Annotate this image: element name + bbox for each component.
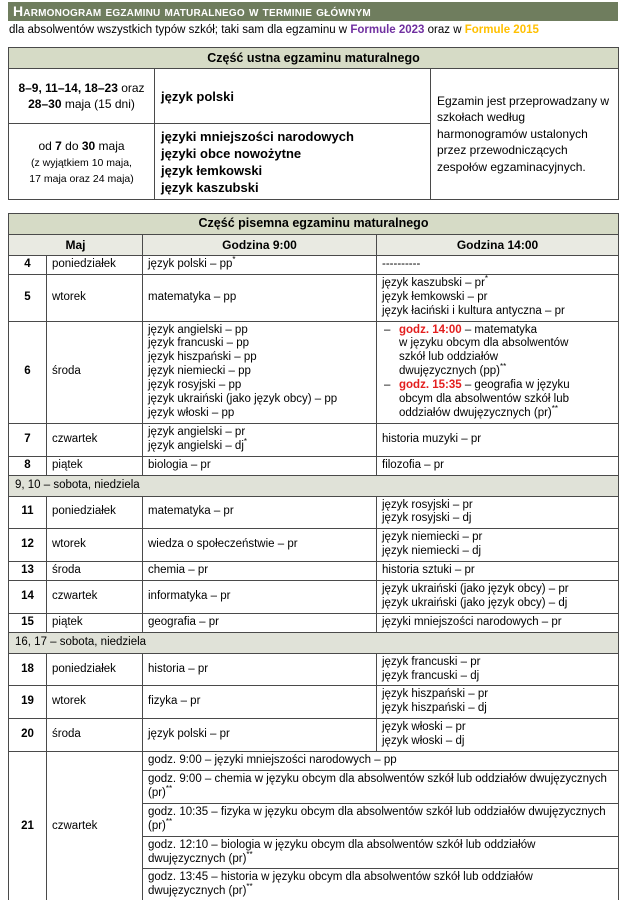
text-line: język włoski – pp — [148, 406, 235, 419]
cell-2pm — [377, 719, 619, 752]
text-line: od 7 do 30 maja — [38, 138, 125, 153]
text-line: język polski – pr — [148, 728, 230, 741]
text-line: język angielski – dj* — [148, 436, 248, 452]
text-line: 17 maja oraz 24 maja) — [29, 172, 134, 185]
text-line: język ukraiński (jako język obcy) – dj — [382, 596, 568, 609]
weekday-name: środa — [47, 321, 143, 423]
timed-entry — [143, 752, 619, 771]
text-line: język niemiecki – pr — [382, 531, 483, 544]
cell-9am — [143, 686, 377, 719]
text-line: historia sztuki – pr — [382, 564, 475, 577]
text-line: szkół lub oddziałów — [399, 351, 499, 364]
cell-9am — [143, 496, 377, 529]
day-row-11 — [9, 496, 619, 529]
day-number: 8 — [9, 456, 47, 475]
timed-entry — [143, 836, 619, 869]
text-line: – godz. 14:00 – matematyka — [384, 323, 538, 336]
weekend-row — [9, 475, 619, 496]
day-number: 6 — [9, 321, 47, 423]
oral-dates-2 — [9, 124, 155, 200]
cell-9am — [143, 321, 377, 423]
weekday-name: poniedziałek — [47, 496, 143, 529]
day-row-7 — [9, 423, 619, 456]
day-row-13 — [9, 562, 619, 581]
text-line: język włoski – pr — [382, 721, 466, 734]
text-line: język rosyjski – pp — [148, 379, 242, 392]
timed-entry — [143, 869, 619, 900]
cell-9am — [143, 719, 377, 752]
cell-9am — [143, 255, 377, 274]
day-number: 19 — [9, 686, 47, 719]
written-section-title: Część pisemna egzaminu maturalnego — [9, 214, 619, 235]
day-number: 14 — [9, 581, 47, 614]
day-row-15 — [9, 613, 619, 632]
weekday-name: wtorek — [47, 686, 143, 719]
text-line: matematyka – pp — [148, 290, 237, 303]
day-number: 4 — [9, 255, 47, 274]
text-line: wiedza o społeczeństwie – pr — [148, 538, 298, 551]
text-line: godz. 12:10 – biologia w języku obcym dla absolwentów szkół lub oddziałów dwujęzycznych (pr)** — [148, 838, 536, 865]
day-row-20 — [9, 719, 619, 752]
text-line: – godz. 15:35 – geografia w języku — [384, 379, 570, 392]
cell-9am — [143, 529, 377, 562]
weekend-label: 9, 10 – sobota, niedziela — [9, 475, 619, 496]
cell-2pm — [377, 255, 619, 274]
text-line: język kaszubski – pr* — [382, 273, 489, 289]
cell-2pm — [377, 562, 619, 581]
text-line: Egzamin jest przeprowadzany w szkołach według harmonogramów ustalonych przez przewodniczących zespołów egzaminacyjnych. — [437, 93, 610, 174]
cell-9am — [143, 274, 377, 321]
text-line: język francuski – dj — [382, 669, 480, 682]
text-line: biologia – pr — [148, 458, 211, 471]
column-header-month: Maj — [9, 234, 143, 255]
cell-2pm — [377, 496, 619, 529]
text-line: język rosyjski – pr — [382, 498, 473, 511]
text-line: (z wyjątkiem 10 maja, — [31, 156, 132, 169]
text-line: język kaszubski — [161, 179, 259, 195]
day-number: 12 — [9, 529, 47, 562]
day-number: 15 — [9, 613, 47, 632]
text-line: obcym dla absolwentów szkół lub — [399, 393, 570, 406]
cell-2pm — [377, 653, 619, 686]
page-title: Harmonogram egzaminu maturalnego w terminie głównym — [8, 2, 618, 21]
weekday-name: wtorek — [47, 274, 143, 321]
oral-section-title: Część ustna egzaminu maturalnego — [9, 48, 619, 69]
text-line: w języku obcym dla absolwentów — [399, 337, 569, 350]
day-number: 21 — [9, 752, 47, 900]
cell-2pm — [377, 274, 619, 321]
timed-entry — [143, 803, 619, 836]
cell-9am — [143, 456, 377, 475]
day-row-19 — [9, 686, 619, 719]
day-row-5 — [9, 274, 619, 321]
day-row-14 — [9, 581, 619, 614]
text-line: język hiszpański – pp — [148, 351, 257, 364]
formula-2023-label: Formule 2023 — [350, 24, 425, 36]
oral-subjects-1 — [155, 69, 431, 124]
day-number: 11 — [9, 496, 47, 529]
cell-9am — [143, 423, 377, 456]
text-line: godz. 9:00 – języki mniejszości narodowych – pp — [148, 754, 397, 767]
timed-entry — [143, 771, 619, 804]
written-exam-table — [8, 213, 619, 900]
day-number: 20 — [9, 719, 47, 752]
text-line: geografia – pr — [148, 615, 219, 628]
text-line: język hiszpański – dj — [382, 702, 487, 715]
day-row-12 — [9, 529, 619, 562]
subtitle-prefix: dla absolwentów wszystkich typów szkół; taki sam dla egzaminu w — [9, 24, 351, 36]
day-row-8 — [9, 456, 619, 475]
text-line: język łemkowski – pr — [382, 290, 488, 303]
oral-table-header-row — [9, 48, 619, 69]
day-number: 18 — [9, 653, 47, 686]
column-header-9: Godzina 9:00 — [143, 234, 377, 255]
day-number: 5 — [9, 274, 47, 321]
oral-exam-table — [8, 47, 619, 200]
weekday-name: wtorek — [47, 529, 143, 562]
text-line: języki obce nowożytne — [161, 145, 302, 161]
text-line: godz. 13:45 – historia w języku obcym dla absolwentów szkół lub oddziałów dwujęzycznych (pr)** — [148, 871, 533, 898]
cell-2pm — [377, 529, 619, 562]
subtitle-middle: oraz w — [424, 24, 465, 36]
day-row-4 — [9, 255, 619, 274]
text-line: 28–30 maja (15 dni) — [28, 97, 135, 111]
text-line: oddziałów dwujęzycznych (pr)** — [399, 404, 558, 419]
text-line: język łemkowski — [161, 162, 263, 178]
oral-dates-1 — [9, 69, 155, 124]
text-line: język angielski – pp — [148, 323, 248, 336]
weekday-name: czwartek — [47, 581, 143, 614]
page-subtitle — [8, 21, 618, 38]
text-line: matematyka – pr — [148, 505, 234, 518]
cell-2pm — [377, 581, 619, 614]
text-line: język łaciński i kultura antyczna – pr — [382, 304, 565, 317]
text-line: historia – pr — [148, 662, 209, 675]
dash-marker: – — [384, 323, 391, 336]
text-line: język niemiecki – pp — [148, 365, 251, 378]
text-line: język polski – pp* — [148, 255, 236, 270]
text-line: informatyka – pr — [148, 589, 231, 602]
text-line: chemia – pr — [148, 564, 209, 577]
weekday-name: piątek — [47, 456, 143, 475]
weekend-label: 16, 17 – sobota, niedziela — [9, 632, 619, 653]
text-line: 8–9, 11–14, 18–23 oraz — [18, 81, 145, 95]
text-line: język hiszpański – pr — [382, 688, 489, 701]
text-line: język włoski – dj — [382, 735, 465, 748]
text-line: język francuski – pr — [382, 655, 481, 668]
cell-9am — [143, 581, 377, 614]
day-row-18 — [9, 653, 619, 686]
cell-9am — [143, 653, 377, 686]
weekend-row — [9, 632, 619, 653]
day-number: 13 — [9, 562, 47, 581]
weekday-name: poniedziałek — [47, 653, 143, 686]
text-line: języki mniejszości narodowych — [161, 128, 354, 144]
text-line: język ukraiński (jako język obcy) – pr — [382, 583, 569, 596]
day-row-21-entry-1 — [9, 752, 619, 771]
text-line: język rosyjski – dj — [382, 512, 472, 525]
oral-row-1 — [9, 69, 619, 124]
text-line: język polski — [161, 88, 234, 104]
cell-2pm — [377, 456, 619, 475]
cell-2pm — [377, 321, 619, 423]
formula-2015-label: Formule 2015 — [464, 24, 539, 36]
day-row-6 — [9, 321, 619, 423]
cell-9am — [143, 562, 377, 581]
text-line: język ukraiński (jako język obcy) – pp — [148, 393, 338, 406]
cell-2pm — [377, 613, 619, 632]
text-line: języki mniejszości narodowych – pr — [382, 615, 562, 628]
text-line: godz. 10:35 – fizyka w języku obcym dla absolwentów szkół lub oddziałów dwujęzycznych (pr)** — [148, 805, 606, 832]
text-line: filozofia – pr — [382, 458, 445, 471]
weekday-name: środa — [47, 719, 143, 752]
cell-9am — [143, 613, 377, 632]
text-line: ---------- — [382, 257, 421, 270]
written-table-body — [9, 255, 619, 900]
weekday-name: środa — [47, 562, 143, 581]
weekday-name: piątek — [47, 613, 143, 632]
text-line: godz. 9:00 – chemia w języku obcym dla absolwentów szkół lub oddziałów dwujęzycznych (pr)** — [148, 773, 607, 799]
cell-2pm — [377, 423, 619, 456]
text-line: język francuski – pp — [148, 337, 249, 350]
text-line: dwujęzycznych (pp)** — [399, 362, 507, 378]
oral-subjects-2 — [155, 124, 431, 200]
weekday-name: czwartek — [47, 423, 143, 456]
column-header-14: Godzina 14:00 — [377, 234, 619, 255]
text-line: fizyka – pr — [148, 695, 201, 708]
day-number: 7 — [9, 423, 47, 456]
text-line: język niemiecki – dj — [382, 545, 482, 558]
dash-marker: – — [384, 379, 391, 392]
weekday-name: czwartek — [47, 752, 143, 900]
written-column-header-row — [9, 234, 619, 255]
text-line: historia muzyki – pr — [382, 432, 482, 445]
weekday-name: poniedziałek — [47, 255, 143, 274]
cell-2pm — [377, 686, 619, 719]
text-line: język angielski – pr — [148, 425, 246, 438]
oral-note — [431, 69, 619, 200]
written-table-title-row — [9, 214, 619, 235]
